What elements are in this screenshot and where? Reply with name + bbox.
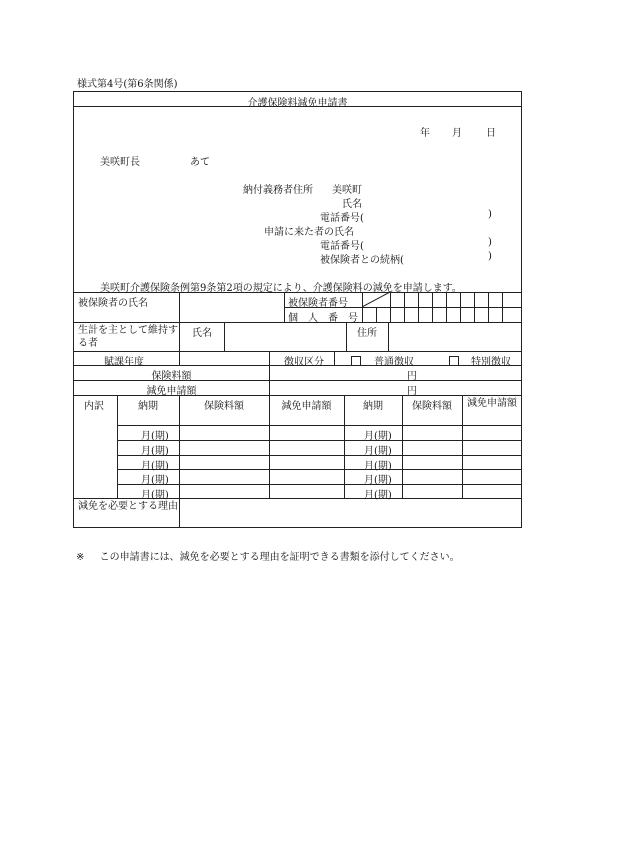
reduction-yen: 円 [407, 386, 417, 397]
householder-name-label: 氏名 [192, 328, 212, 339]
period-row-5-right: 月(期) [364, 490, 392, 501]
form-title: 介護保険料減免申請書 [247, 98, 348, 109]
personal-number-label: 個 人 番 号 [288, 313, 358, 324]
date-day: 日 [486, 128, 496, 139]
col-reduction-2: 減免申請額 [467, 398, 517, 409]
householder-label: 生計を主として維持する者 [78, 325, 178, 349]
period-row-1-right: 月(期) [364, 431, 392, 442]
name-label: 氏名 [342, 199, 362, 210]
collection-ordinary[interactable] [351, 353, 414, 368]
period-row-2-left: 月(期) [141, 446, 169, 457]
addressee-ate: あて [190, 157, 210, 168]
fiscal-year-label: 賦課年度 [104, 357, 144, 368]
date-month: 月 [452, 128, 462, 139]
collection-special[interactable] [449, 353, 511, 368]
period-row-3-right: 月(期) [364, 461, 392, 472]
date-year: 年 [420, 128, 430, 139]
householder-address-label: 住所 [357, 328, 377, 339]
reason-label: 減免を必要とする理由 [78, 501, 178, 512]
breakdown-label: 内訳 [84, 401, 104, 412]
col-period-2: 納期 [363, 401, 383, 412]
period-row-5-left: 月(期) [141, 490, 169, 501]
period-row-3-left: 月(期) [141, 461, 169, 472]
note-mark: ※ [76, 552, 85, 563]
reduction-label: 減免申請額 [146, 386, 197, 397]
special-label: 特別徴収 [471, 357, 511, 368]
period-row-4-left: 月(期) [141, 475, 169, 486]
insured-number-label: 被保険者番号 [288, 298, 348, 309]
statement: 美咲町介護保険条例第9条第2項の規定により、介護保険料の減免を申請します。 [100, 283, 462, 294]
period-row-4-right: 月(期) [364, 475, 392, 486]
relation-close: ) [488, 251, 492, 262]
col-premium-2: 保険料額 [412, 401, 452, 412]
ordinary-checkbox[interactable] [351, 356, 361, 366]
visitor-phone-close: ) [488, 237, 492, 248]
phone-close: ) [488, 209, 492, 220]
address-label: 納付義務者住所 [243, 185, 313, 196]
period-row-2-right: 月(期) [364, 446, 392, 457]
relation-label: 被保険者との続柄( [320, 255, 404, 266]
visitor-name-label: 申請に来た者の氏名 [264, 227, 354, 238]
collection-label: 徴収区分 [284, 357, 324, 368]
special-checkbox[interactable] [449, 356, 459, 366]
premium-label: 保険料額 [151, 371, 192, 382]
address-value: 美咲町 [332, 185, 362, 196]
application-form [73, 91, 522, 528]
ordinary-label: 普通徴収 [374, 357, 414, 368]
insured-number-slash [362, 292, 390, 307]
visitor-phone-label: 電話番号( [320, 241, 364, 252]
col-reduction-1: 減免申請額 [281, 401, 332, 412]
attachment-note [76, 548, 460, 563]
insured-name-label: 被保険者の氏名 [78, 298, 148, 309]
premium-yen: 円 [407, 371, 417, 382]
col-period-1: 納期 [138, 401, 158, 412]
addressee-mayor: 美咲町長 [100, 157, 140, 168]
col-premium-1: 保険料額 [204, 401, 244, 412]
note-text: この申請書には、減免を必要とする理由を証明できる書類を添付してください。 [99, 552, 460, 563]
phone-label: 電話番号( [320, 213, 364, 224]
form-number: 様式第4号(第6条関係) [77, 79, 178, 90]
period-row-1-left: 月(期) [141, 431, 169, 442]
